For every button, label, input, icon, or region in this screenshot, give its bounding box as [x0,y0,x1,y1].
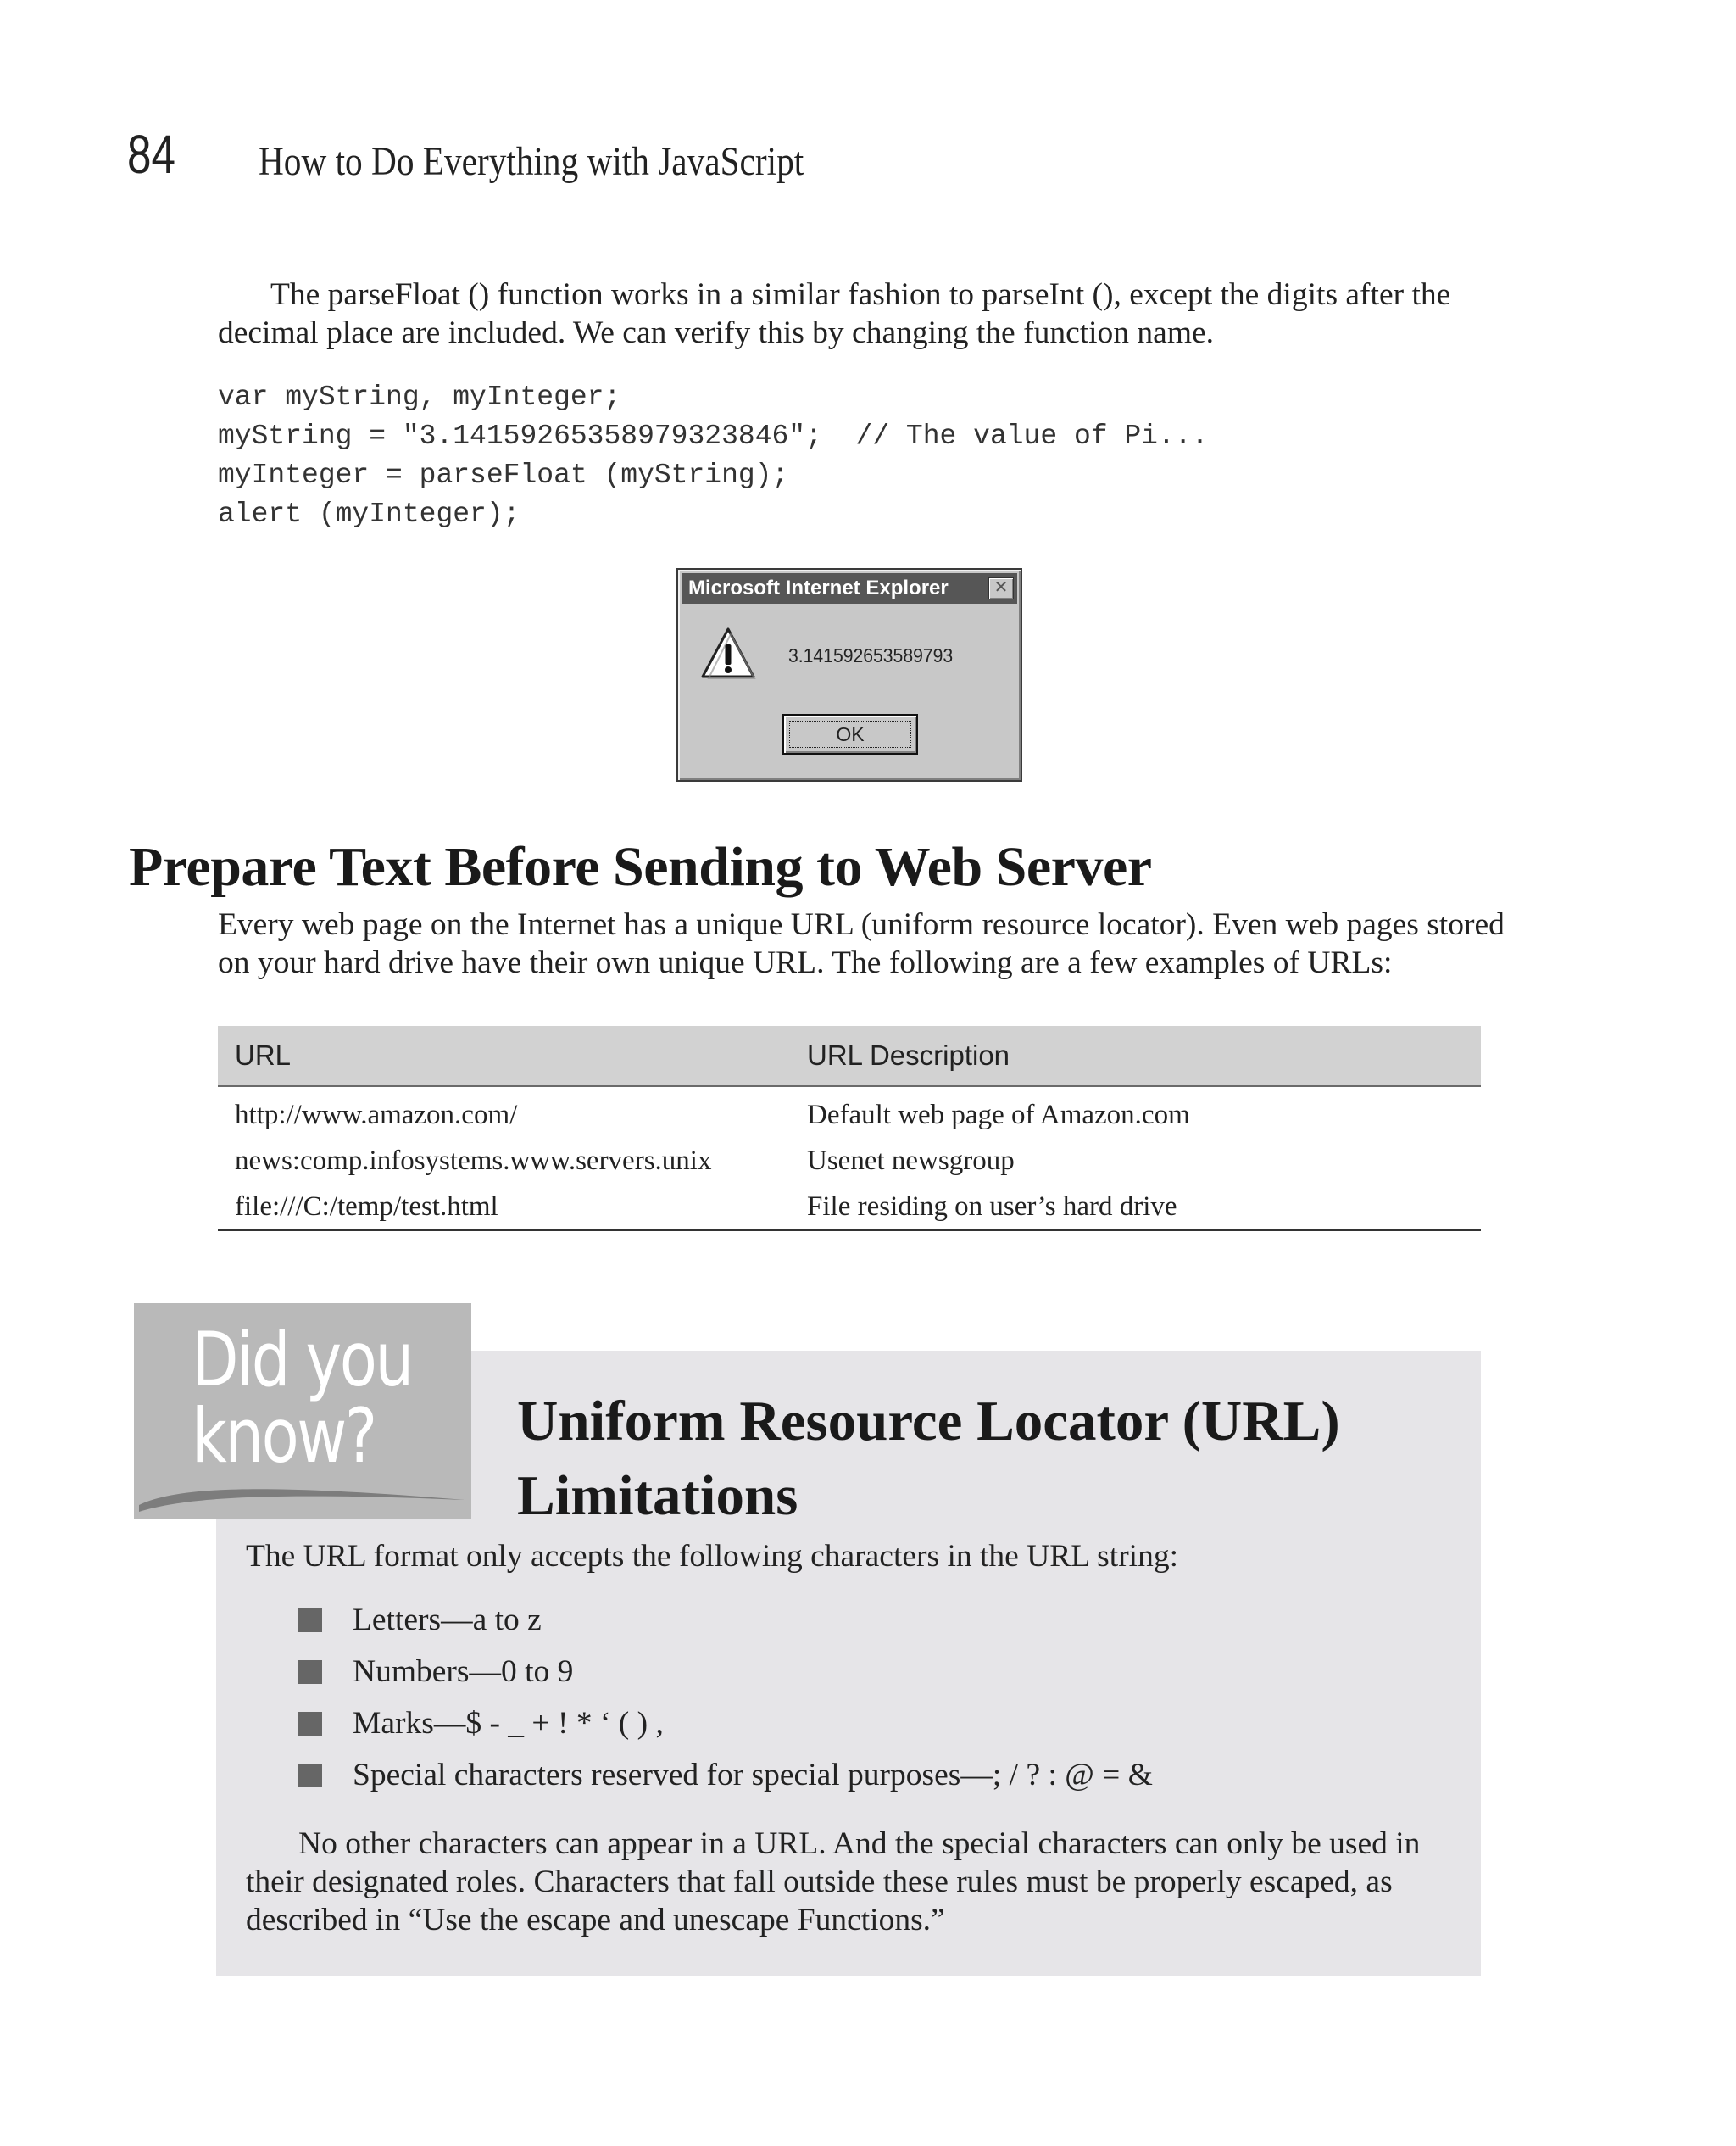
dialog-title: Microsoft Internet Explorer [688,577,949,599]
list-item [298,1704,1153,1756]
code-line: myString = "3.14159265358979323846"; // The value of Pi... [218,421,1209,452]
section-heading: Prepare Text Before Sending to Web Server [129,836,1152,898]
table-header-row [218,1026,1481,1086]
url-cell: file:///C:/temp/test.html [218,1184,790,1230]
did-you-know-intro: The URL format only accepts the following characters in the URL string: [246,1539,1179,1574]
square-bullet-icon [298,1712,322,1736]
url-examples-table [218,1026,1481,1231]
allowed-characters-list [298,1601,1153,1808]
section-paragraph: Every web page on the Internet has a unique URL (uniform resource locator). Even web pages stored on your hard drive have their own unique URL. The following are a few examples of URLs: [218,907,1505,980]
list-item-text: Marks—$ - _ + ! * ‘ ( ) , [353,1706,664,1741]
running-header-title: How to Do Everything with JavaScript [259,139,804,184]
ok-button[interactable] [782,714,918,755]
code-line: alert (myInteger); [218,499,520,530]
table-row [218,1138,1481,1184]
list-item-text: Letters—a to z [353,1603,542,1637]
close-icon[interactable]: ✕ [988,577,1014,599]
list-item [298,1601,1153,1653]
intro-paragraph: The parseFloat () function works in a similar fashion to parseInt (), except the digits after the decimal place are included. We can verify this by changing the function name. [218,277,1451,350]
description-cell: File residing on user’s hard drive [790,1184,1481,1230]
did-you-know-outro: No other characters can appear in a URL. And the special characters can only be used in their designated roles. Characters that fall outside these rules must be properly escaped, as described in “Use the escape and unescape Functions.” [246,1826,1421,1937]
description-cell: Default web page of Amazon.com [807,1099,1190,1130]
list-item-text: Special characters reserved for special purposes—; / ? : @ = & [353,1758,1153,1792]
square-bullet-icon [298,1608,322,1632]
list-item [298,1653,1153,1704]
url-cell: news:comp.infosystems.www.servers.unix [235,1145,712,1176]
ok-button-label: OK [789,721,911,748]
badge-line-2: know? [192,1392,376,1480]
column-header-description: URL Description [790,1026,1481,1086]
square-bullet-icon [298,1660,322,1684]
badge-line-1: Did you [192,1316,412,1403]
did-you-know-title: Uniform Resource Locator (URL) Limitations [517,1390,1340,1527]
page-number: 84 [127,124,175,185]
url-cell: http://www.amazon.com/ [235,1099,518,1130]
table-row [218,1086,1481,1138]
warning-icon [700,626,756,682]
table-row [218,1184,1481,1230]
code-line: myInteger = parseFloat (myString); [218,460,789,491]
code-line: var myString, myInteger; [218,382,621,413]
dialog-message: 3.141592653589793 [788,644,954,666]
list-item-text: Numbers—0 to 9 [353,1654,574,1689]
list-item [298,1756,1153,1808]
square-bullet-icon [298,1764,322,1787]
alert-dialog [676,568,1022,782]
swoosh-decoration [134,1303,471,1519]
code-listing [218,378,1208,534]
dialog-titlebar [682,573,1017,604]
column-header-url: URL [218,1026,790,1086]
did-you-know-badge [134,1303,471,1519]
description-cell: Usenet newsgroup [807,1145,1015,1176]
